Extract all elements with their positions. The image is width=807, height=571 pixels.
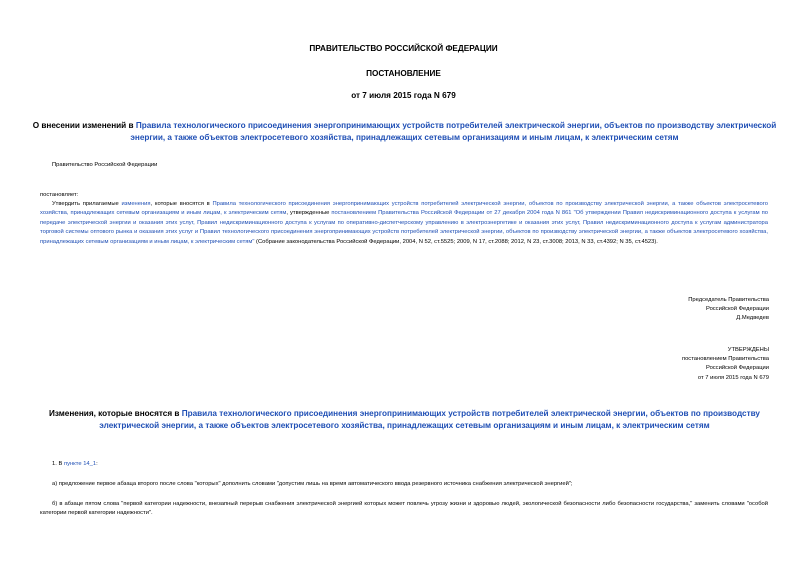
approved-line-1: УТВЕРЖДЕНЫ	[727, 347, 769, 353]
doc-type-heading: ПОСТАНОВЛЕНИЕ	[366, 69, 441, 78]
signature-block	[688, 296, 769, 324]
p1-text-d: (Собрание законодательства Российской Федерации, 2004, N 52, ст.5525; 2009, N 17, ст.2088; 2012, N 23, ст.3008; 2013, N 33, ст.4392; N 35, ст.4523).	[254, 238, 658, 245]
rules-link[interactable]: Правила технологического присоединения энергопринимающих устройств потребителей электрической энергии, объектов по производству электрической энергии, а также объектов электросетевого хозяйства, принадлежащих сетевым организациям и иным лицам, к электрическим сетям	[40, 201, 768, 217]
main-paragraph	[40, 200, 768, 247]
item-1-suffix: :	[96, 461, 98, 467]
date-number-heading: от 7 июля 2015 года N 679	[351, 91, 456, 100]
rules-title-link[interactable]: Правила технологического присоединения энергопринимающих устройств потребителей электрической энергии, объектов по производству электрической энергии, а также объектов электросетевого хозяйства, принадлежащих сетевым организациям и иным лицам, к электрическим сетям	[130, 121, 777, 142]
signature-line-2: Российской Федерации	[705, 306, 769, 313]
changes-rules-link[interactable]: Правила технологического присоединения энергопринимающих устройств потребителей электрической энергии, объектов по производству электрической энергии, а также объектов электросетевого хозяйства, принадлежащих сетевым организациям и иным лицам, к электрическим сетям	[99, 409, 760, 430]
issuer-text: Правительство Российской Федерации	[52, 162, 158, 168]
approved-line-4: от 7 июля 2015 года N 679	[697, 374, 769, 381]
signature-line-3: Д.Медведев	[736, 315, 769, 322]
item-b: б) в абзаце пятом слова "первой категории надежности, внезапный перерыв снабжения электрической энергией которых может повлечь угрозу жизни и здоровью людей, экологической безопасности либо безопасности государства," заменить словами "особой категории первой категории надежности".	[40, 501, 768, 517]
clause-14-1-link[interactable]: пункте 14_1	[63, 461, 97, 467]
decides-text: постановляет:	[40, 192, 79, 198]
approved-line-2: постановлением Правительства	[681, 356, 769, 363]
signature-line-1: Председатель Правительства	[688, 297, 769, 303]
resolution-861-link[interactable]: постановлением Правительства Российской Федерации от 27 декабря 2004 года N 861 "Об утверждении Правил недискриминационного доступа к услугам по передаче электрической энергии и оказания этих услуг, Правил недискриминационного доступа к услугам по оперативно-диспетчерскому управлению в электроэнергетике и оказания этих услуг, Правил недискриминационного доступа к услугам администратора торговой системы оптового рынка и оказания этих услуг и Правил технологического присоединения энергопринимающих устройств потребителей электрической энергии, объектов по производству электрической энергии, а также объектов электросетевого хозяйства, принадлежащих сетевым организациям и иным лицам, к электрическим сетям"	[40, 210, 768, 245]
item-1-prefix: 1. В	[52, 461, 64, 467]
title-prefix: О внесении изменений в	[32, 121, 136, 130]
changes-title	[32, 408, 777, 432]
p1-text-a: Утвердить прилагаемые	[52, 201, 122, 207]
changes-title-prefix: Изменения, которые вносятся в	[49, 409, 182, 418]
document-title	[32, 120, 777, 144]
approved-line-3: Российской Федерации	[705, 365, 769, 372]
item-a: а) предложение первое абзаца второго после слова "которых" дополнить словами "допустим лишь на время автоматического ввода резервного источника снабжения электрической энергией";	[52, 481, 573, 487]
p1-text-b: , которые вносятся в	[150, 201, 213, 207]
changes-link[interactable]: изменения	[121, 201, 151, 207]
government-heading: ПРАВИТЕЛЬСТВО РОССИЙСКОЙ ФЕДЕРАЦИИ	[309, 44, 498, 53]
p1-text-c: , утвержденные	[286, 210, 332, 217]
approved-block	[682, 346, 769, 383]
item-1	[52, 460, 98, 469]
